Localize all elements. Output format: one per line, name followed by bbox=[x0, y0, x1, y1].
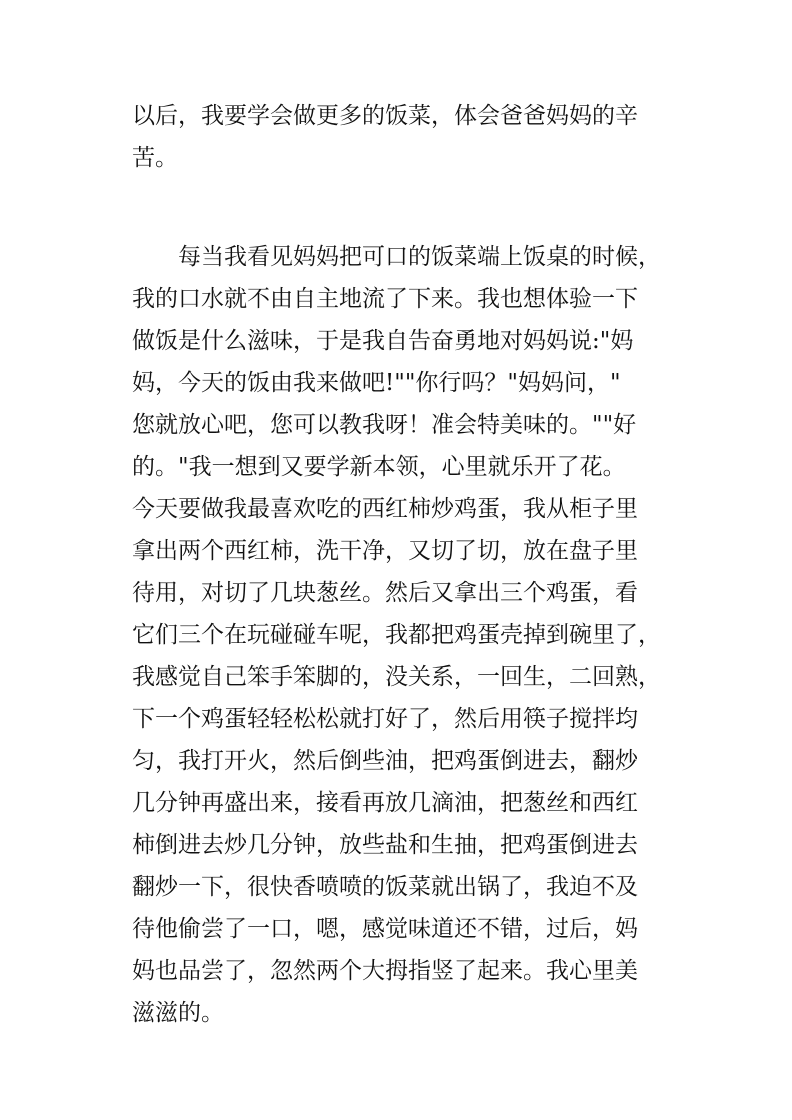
paragraph-line: 妈，今天的饭由我来做吧!""你行吗？"妈妈问，" bbox=[132, 370, 621, 396]
main-paragraph bbox=[132, 236, 672, 1034]
paragraph-line: 它们三个在玩碰碰车呢，我都把鸡蛋壳掉到碗里了， bbox=[132, 622, 661, 648]
paragraph-line: 我感觉自己笨手笨脚的，没关系，一回生，二回熟， bbox=[132, 664, 661, 690]
paragraph-line: 柿倒进去炒几分钟，放些盐和生抽，把鸡蛋倒进去 bbox=[132, 832, 638, 858]
paragraph-line: 待用，对切了几块葱丝。然后又拿出三个鸡蛋，看 bbox=[132, 580, 638, 606]
paragraph-line: 匀，我打开火，然后倒些油，把鸡蛋倒进去，翻炒 bbox=[132, 748, 638, 774]
paragraph-line: 翻炒一下，很快香喷喷的饭菜就出锅了，我迫不及 bbox=[132, 874, 638, 900]
paragraph-line: 妈也品尝了，忽然两个大拇指竖了起来。我心里美 bbox=[132, 958, 638, 984]
paragraph-line: 待他偷尝了一口，嗯，感觉味道还不错，过后，妈 bbox=[132, 916, 638, 942]
paragraph-line: 的。"我一想到又要学新本领，心里就乐开了花。 bbox=[132, 454, 626, 480]
paragraph-line: 今天要做我最喜欢吃的西红柿炒鸡蛋，我从柜子里 bbox=[132, 496, 638, 522]
paragraph-line: 您就放心吧，您可以教我呀！准会特美味的。""好 bbox=[132, 412, 637, 438]
paragraph-line: 做饭是什么滋味，于是我自告奋勇地对妈妈说:"妈 bbox=[132, 328, 634, 354]
paragraph-line: 拿出两个西红柿，洗干净，又切了切，放在盘子里 bbox=[132, 538, 638, 564]
paragraph-line: 下一个鸡蛋轻轻松松就打好了，然后用筷子搅拌均 bbox=[132, 706, 638, 732]
paragraph-line: 滋滋的。 bbox=[132, 1000, 224, 1026]
top-paragraph bbox=[132, 95, 672, 179]
paragraph-line: 我的口水就不由自主地流了下来。我也想体验一下 bbox=[132, 286, 638, 312]
paragraph-line: 以后，我要学会做更多的饭菜，体会爸爸妈妈的辛 bbox=[132, 103, 638, 129]
paragraph-line: 苦。 bbox=[132, 145, 178, 171]
paragraph-line: 每当我看见妈妈把可口的饭菜端上饭桌的时候， bbox=[178, 244, 661, 270]
paragraph-line: 几分钟再盛出来，接看再放几滴油，把葱丝和西红 bbox=[132, 790, 638, 816]
